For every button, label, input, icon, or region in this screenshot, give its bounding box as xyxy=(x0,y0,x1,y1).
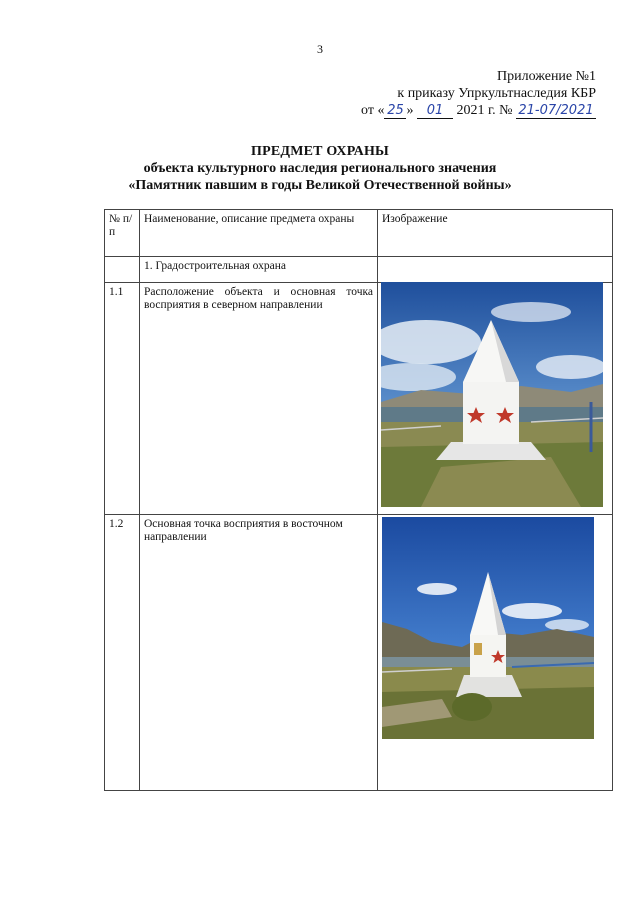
handwritten-month: 01 xyxy=(417,104,453,119)
heading-line2: объекта культурного наследия регионального значения xyxy=(143,161,497,176)
heading-main: ПРЕДМЕТ ОХРАНЫ xyxy=(250,144,389,159)
date-year: 2021 г. № xyxy=(456,103,513,118)
handwritten-order-number: 21-07/2021 xyxy=(516,104,596,119)
monument-north-image xyxy=(381,282,603,507)
row-number: 1.2 xyxy=(105,515,140,791)
date-day-close: » xyxy=(406,103,414,118)
monument-east-image xyxy=(382,517,594,739)
row-image-cell xyxy=(378,283,613,515)
appendix-order: к приказу Упркультнаследия КБР xyxy=(397,86,596,101)
header-image: Изображение xyxy=(378,210,613,257)
table-row xyxy=(105,515,613,791)
table-row xyxy=(105,283,613,515)
row-image-cell xyxy=(378,515,613,791)
appendix-date xyxy=(361,102,596,119)
row-description: Расположение объекта и основная точка восприятия в северном направлении xyxy=(140,283,378,515)
table-header-row xyxy=(105,210,613,257)
protection-table xyxy=(104,209,613,791)
appendix-title: Приложение №1 xyxy=(497,69,596,84)
section-empty-image-cell xyxy=(378,257,613,283)
photo-monument-north xyxy=(381,282,612,507)
date-prefix: от « xyxy=(361,103,385,118)
handwritten-day: 25 xyxy=(384,104,406,119)
document-heading xyxy=(0,143,640,194)
row-number: 1.1 xyxy=(105,283,140,515)
section-row xyxy=(105,257,613,283)
photo-monument-east xyxy=(382,517,612,739)
header-number: № п/п xyxy=(105,210,140,257)
page-number: 3 xyxy=(317,42,323,56)
heading-line3: «Памятник павшим в годы Великой Отечественной войны» xyxy=(128,178,512,193)
section-title: 1. Градостроительная охрана xyxy=(140,257,378,283)
appendix-block xyxy=(361,68,596,119)
header-description: Наименование, описание предмета охраны xyxy=(140,210,378,257)
section-empty-cell xyxy=(105,257,140,283)
row-description: Основная точка восприятия в восточном направлении xyxy=(140,515,378,791)
